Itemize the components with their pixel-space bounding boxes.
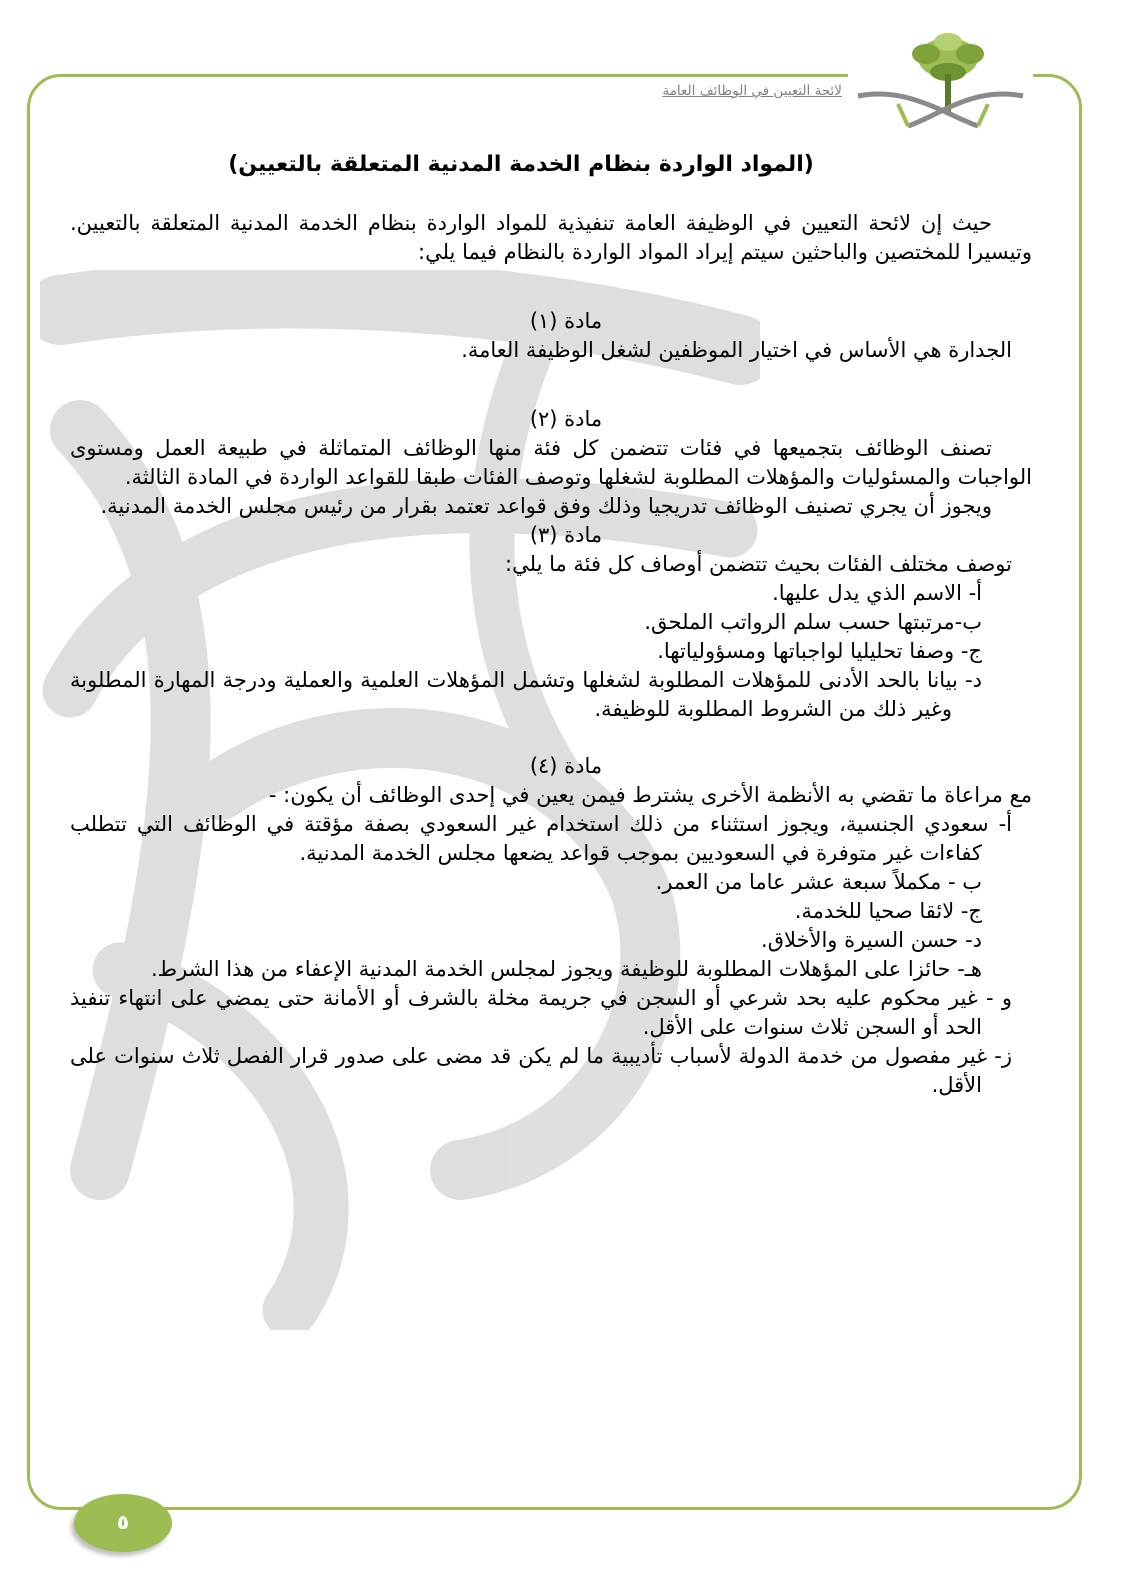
article-3-lead: توصف مختلف الفئات بحيث تتضمن أوصاف كل فئة ما يلي: — [505, 552, 1012, 576]
article-4-item: أ- سعودي الجنسية، ويجوز استثناء من ذلك استخدام غير السعودي بصفة مؤقتة في الوظائف التي تتطلب كفاءات غير متوفرة في السعوديين بموجب قواعد يضعها مجلس الخدمة المدنية. — [70, 812, 1012, 865]
page-number-badge: ٥ — [74, 1494, 172, 1552]
article-4-item: ب - مكملاً سبعة عشر عاما من العمر. — [655, 870, 982, 894]
header-title: لائحة التعيين في الوظائف العامة — [662, 83, 842, 99]
article-2-paragraph-1: تصنف الوظائف بتجميعها في فئات تتضمن كل فئة منها الوظائف المتماثلة في طبيعة العمل ومستوى الواجبات والمسئوليات والمؤهلات المطلوبة لشغلها وتوصف الفئات طبقا للقواعد الواردة في المادة الثالثة. — [70, 436, 1032, 489]
article-4-item: د- حسن السيرة والأخلاق. — [761, 928, 982, 952]
article-4-item: ز- غير مفصول من خدمة الدولة لأسباب تأديبية ما لم يكن قد مضى على صدور قرار الفصل ثلاث سنوات على الأقل. — [70, 1044, 1012, 1097]
article-2-heading: مادة (٢) — [529, 407, 603, 431]
article-4-lead: مع مراعاة ما تقضي به الأنظمة الأخرى يشترط فيمن يعين في إحدى الوظائف أن يكون: - — [268, 783, 1032, 807]
article-1-text: الجدارة هي الأساس في اختيار الموظفين لشغل الوظيفة العامة. — [461, 338, 1012, 362]
intro-paragraph: حيث إن لائحة التعيين في الوظيفة العامة تنفيذية للمواد الواردة بنظام الخدمة المدنية المتعلقة بالتعيين. وتيسيرا للمختصين والباحثين سيتم إيراد المواد الواردة بالنظام فيما يلي: — [70, 211, 1032, 264]
article-3-item: أ- الاسم الذي يدل عليها. — [772, 581, 982, 605]
article-2-paragraph-2: ويجوز أن يجري تصنيف الوظائف تدريجيا وذلك وفق قواعد تعتمد بقرار من رئيس مجلس الخدمة المدنية. — [100, 494, 992, 518]
document-title: (المواد الواردة بنظام الخدمة المدنية المتعلقة بالتعيين) — [228, 152, 814, 177]
saudi-emblem-logo-icon — [848, 16, 1033, 136]
article-3-item: ج- وصفا تحليليا لواجباتها ومسؤولياتها. — [657, 639, 982, 663]
article-3-heading: مادة (٣) — [529, 523, 603, 547]
article-3-item: ب-مرتبتها حسب سلم الرواتب الملحق. — [644, 610, 982, 634]
article-4-heading: مادة (٤) — [529, 754, 603, 778]
article-1-heading: مادة (١) — [529, 309, 603, 333]
article-3-item: د- بيانا بالحد الأدنى للمؤهلات المطلوبة لشغلها وتشمل المؤهلات العلمية والعملية ودرجة المهارة المطلوبة وغير ذلك من الشروط المطلوبة للوظيفة. — [70, 668, 982, 721]
article-4-item: هـ- حائزا على المؤهلات المطلوبة للوظيفة ويجوز لمجلس الخدمة المدنية الإعفاء من هذا الشرط. — [150, 957, 982, 981]
article-4-item: و - غير محكوم عليه بحد شرعي أو السجن في جريمة مخلة بالشرف أو الأمانة حتى يمضي على انتهاء تنفيذ الحد أو السجن ثلاث سنوات على الأقل. — [70, 986, 1012, 1039]
article-4-item: ج- لائقا صحيا للخدمة. — [794, 899, 982, 923]
document-body — [70, 150, 1032, 1100]
